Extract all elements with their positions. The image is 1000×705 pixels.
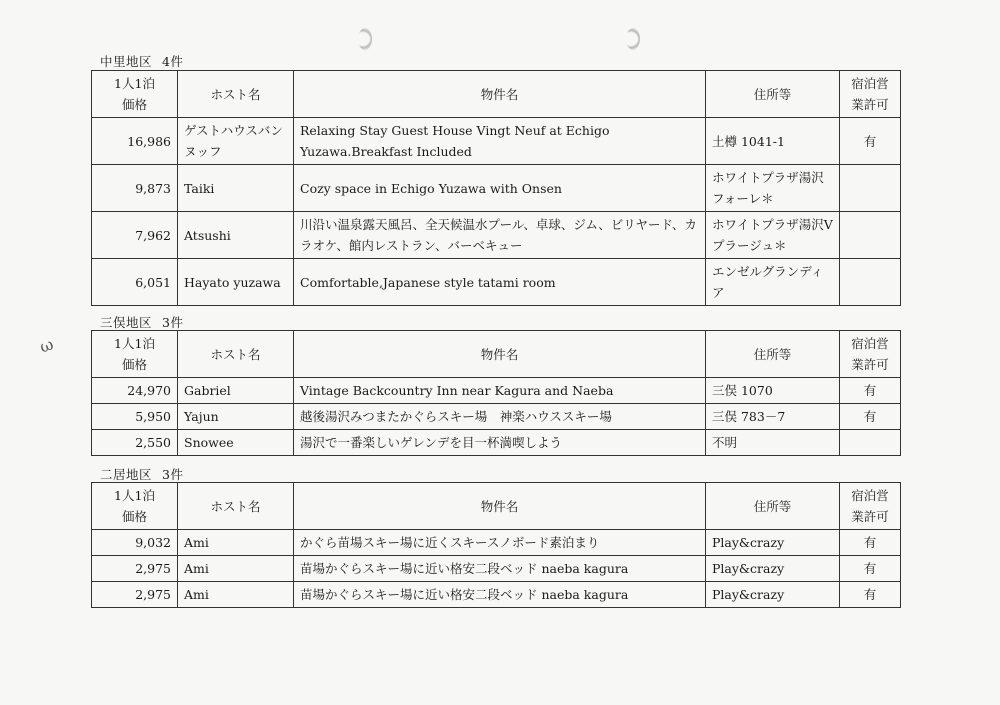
host-cell: Gabriel [178,378,294,404]
table-row [92,165,901,212]
table-header-row [92,483,901,530]
table-row [92,430,901,456]
property-cell: Cozy space in Echigo Yuzawa with Onsen [294,165,706,212]
header-property: 物件名 [294,71,706,118]
license-cell: 有 [840,118,901,165]
price-cell: 7,962 [92,212,178,259]
section-title-mitsumata [100,313,183,331]
price-cell: 24,970 [92,378,178,404]
table-row [92,582,901,608]
listing-table-nakazato [91,70,901,306]
header-price: 1人1泊 価格 [92,331,178,378]
table-row [92,118,901,165]
address-cell: Play&crazy [706,556,840,582]
table-row [92,212,901,259]
header-host: ホスト名 [178,331,294,378]
header-license: 宿泊営 業許可 [840,71,901,118]
header-property: 物件名 [294,331,706,378]
host-cell: Yajun [178,404,294,430]
host-cell: Hayato yuzawa [178,259,294,306]
address-cell: ホワイトプラザ湯沢フォーレ＊ [706,165,840,212]
address-cell: エンゼルグランディア [706,259,840,306]
price-cell: 16,986 [92,118,178,165]
address-cell: ホワイトプラザ湯沢Vプラージュ＊ [706,212,840,259]
address-cell: Play&crazy [706,530,840,556]
license-cell: 有 [840,556,901,582]
header-address: 住所等 [706,483,840,530]
price-cell: 6,051 [92,259,178,306]
license-cell [840,430,901,456]
address-cell: 土樽 1041-1 [706,118,840,165]
price-cell: 2,975 [92,582,178,608]
property-cell: 川沿い温泉露天風呂、全天候温水プール、卓球、ジム、ビリヤード、カラオケ、館内レストラン、バーベキュー [294,212,706,259]
host-cell: Taiki [178,165,294,212]
table-header-row [92,71,901,118]
price-cell: 9,873 [92,165,178,212]
header-address: 住所等 [706,331,840,378]
handwritten-margin-mark: ω [37,334,56,357]
price-cell: 2,550 [92,430,178,456]
header-license: 宿泊営 業許可 [840,483,901,530]
section-title-nakazato [100,52,183,70]
license-cell [840,212,901,259]
table-row [92,556,901,582]
property-cell: Vintage Backcountry Inn near Kagura and Naeba [294,378,706,404]
host-cell: Atsushi [178,212,294,259]
header-host: ホスト名 [178,483,294,530]
host-cell: Ami [178,556,294,582]
table-row [92,404,901,430]
listing-table-mitsumata [91,330,901,456]
section-name: 二居地区 [100,467,153,482]
header-property: 物件名 [294,483,706,530]
section-count: 3件 [162,315,184,330]
header-price: 1人1泊 価格 [92,483,178,530]
host-cell: ゲストハウスバンヌッフ [178,118,294,165]
header-price: 1人1泊 価格 [92,71,178,118]
address-cell: 三俣 783－7 [706,404,840,430]
address-cell: 三俣 1070 [706,378,840,404]
section-name: 三俣地区 [100,315,153,330]
host-cell: Snowee [178,430,294,456]
host-cell: Ami [178,582,294,608]
section-count: 4件 [162,54,184,69]
license-cell: 有 [840,530,901,556]
table-row [92,259,901,306]
listing-table-futai [91,482,901,608]
table-row [92,530,901,556]
property-cell: かぐら苗場スキー場に近くスキースノボード素泊まり [294,530,706,556]
address-cell: 不明 [706,430,840,456]
header-license: 宿泊営 業許可 [840,331,901,378]
table-header-row [92,331,901,378]
punch-hole-right [626,28,640,50]
price-cell: 9,032 [92,530,178,556]
license-cell: 有 [840,404,901,430]
property-cell: Relaxing Stay Guest House Vingt Neuf at Echigo Yuzawa.Breakfast Included [294,118,706,165]
license-cell [840,259,901,306]
header-host: ホスト名 [178,71,294,118]
property-cell: 苗場かぐらスキー場に近い格安二段ベッド naeba kagura [294,556,706,582]
section-title-futai [100,465,183,483]
table-row [92,378,901,404]
license-cell [840,165,901,212]
host-cell: Ami [178,530,294,556]
property-cell: 越後湯沢みつまたかぐらスキー場 神楽ハウススキー場 [294,404,706,430]
section-name: 中里地区 [100,54,153,69]
address-cell: Play&crazy [706,582,840,608]
price-cell: 5,950 [92,404,178,430]
property-cell: Comfortable,Japanese style tatami room [294,259,706,306]
section-count: 3件 [162,467,184,482]
license-cell: 有 [840,378,901,404]
property-cell: 湯沢で一番楽しいゲレンデを目一杯満喫しよう [294,430,706,456]
price-cell: 2,975 [92,556,178,582]
punch-hole-left [358,28,372,50]
property-cell: 苗場かぐらスキー場に近い格安二段ベッド naeba kagura [294,582,706,608]
license-cell: 有 [840,582,901,608]
header-address: 住所等 [706,71,840,118]
